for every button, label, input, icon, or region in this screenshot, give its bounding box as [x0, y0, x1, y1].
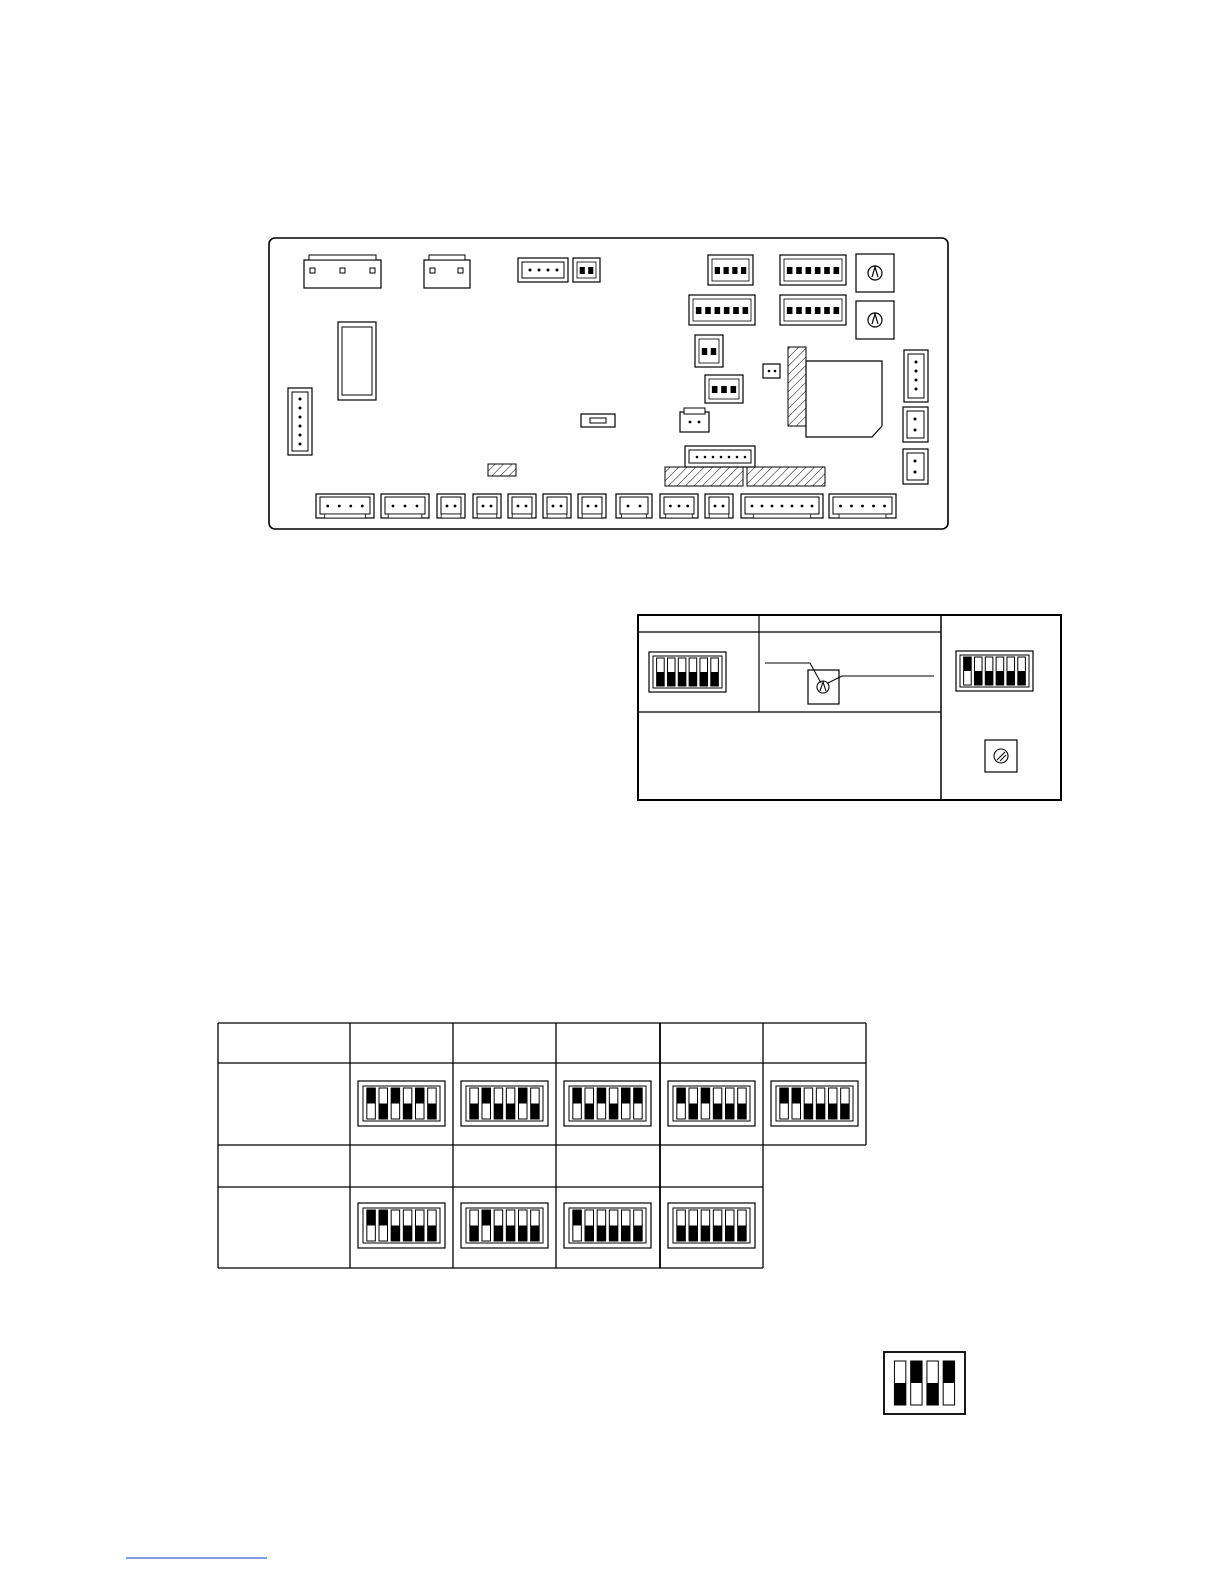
- connector-pin: [454, 505, 457, 508]
- connector-pin: [627, 505, 630, 508]
- dip-switch-lever: [689, 1210, 698, 1241]
- connector-pin: [392, 505, 395, 508]
- connector-2pin-bottom: [437, 494, 465, 518]
- dip-switch-lever: [531, 1210, 540, 1241]
- bottom-connector-row: [316, 494, 896, 518]
- dip-switch-lever: [713, 1088, 722, 1119]
- connector-5pin-bottom: [829, 494, 896, 518]
- dip-switch-lever: [787, 267, 793, 274]
- dip-switch-lever: [531, 1088, 540, 1119]
- dip-switch-lever: [634, 1210, 643, 1241]
- connector-pin: [595, 505, 598, 508]
- dip-switch-lever: [696, 307, 702, 314]
- connector-pin: [811, 505, 814, 508]
- dip-switch-lever: [678, 658, 686, 686]
- dip-switch-lever: [415, 1210, 424, 1241]
- dip-switch-lever: [804, 1088, 813, 1119]
- dip-switch-lever: [796, 267, 802, 274]
- dip-switch-lever: [379, 1210, 388, 1241]
- rotary-switch: [856, 301, 894, 339]
- dip-switch-lever: [712, 386, 718, 393]
- dip-switch-setting: [771, 1081, 858, 1126]
- connector-2pin-bottom: [508, 494, 536, 518]
- dip-switch-lever: [733, 307, 739, 314]
- connector-pin: [678, 505, 681, 508]
- dip-switch-lever: [705, 307, 711, 314]
- dip-switch-lever: [780, 1088, 789, 1119]
- connector-4pin-right: [904, 350, 928, 402]
- dip-switch-6: [780, 255, 846, 285]
- dip-switch-6-first-off: [956, 651, 1033, 691]
- connector-pin: [639, 505, 642, 508]
- dip-switch-setting: [564, 1081, 651, 1126]
- connector-pin: [781, 505, 784, 508]
- jumper: [763, 364, 780, 378]
- dip-switch-lever: [701, 1088, 710, 1119]
- hatched-strip-bottom-left: [665, 467, 743, 486]
- connector-pin: [801, 505, 804, 508]
- dip-switch-lever: [677, 1210, 686, 1241]
- dip-switch-lever: [367, 1210, 376, 1241]
- connector-pin: [850, 505, 853, 508]
- dip-switch-setting: [358, 1203, 445, 1248]
- dip-switch-lever: [834, 307, 840, 314]
- connector-2pin-bottom: [578, 494, 606, 518]
- dip-switch-lever: [828, 1088, 837, 1119]
- connector-pin: [361, 505, 364, 508]
- dip-switch-lever: [609, 1210, 618, 1241]
- connector-pin: [552, 505, 555, 508]
- connector-2pin-bottom: [473, 494, 501, 518]
- dip-switch-lever: [621, 1088, 630, 1119]
- dip-switch-lever: [743, 307, 749, 314]
- connector-pin: [525, 505, 528, 508]
- hatched-strip-bottom-right: [747, 467, 825, 486]
- dip-switch-setting: [461, 1081, 548, 1126]
- dip-switch-lever: [700, 658, 708, 686]
- connector-2pin-right: [903, 449, 928, 484]
- connector-pin: [587, 505, 590, 508]
- dip-switch-lever: [911, 1361, 922, 1405]
- connector-pin: [861, 505, 864, 508]
- dip-switch-lever: [715, 307, 721, 314]
- dip-switch-lever: [725, 1210, 734, 1241]
- connector-pin: [560, 505, 563, 508]
- dip-switch-lever: [732, 267, 737, 274]
- dip-switch-lever: [585, 1210, 594, 1241]
- connector-2pin-bottom: [543, 494, 571, 518]
- dip-switch-lever: [711, 658, 719, 686]
- dip-switch-setting: [564, 1203, 651, 1248]
- dip-switch-lever: [787, 307, 793, 314]
- dip-switch-lever: [824, 267, 830, 274]
- pcb-board-diagram: [269, 238, 948, 529]
- dip-switch-lever: [609, 1088, 618, 1119]
- dip-switch-lever: [470, 1210, 479, 1241]
- hatched-area-small: [488, 464, 516, 476]
- dip-switch-lever: [806, 307, 812, 314]
- dip-switch-lever: [428, 1088, 437, 1119]
- dip-switch-setting: [668, 1081, 755, 1126]
- dip-switch-lever: [806, 267, 812, 274]
- dip-switch-lever: [834, 267, 840, 274]
- dip-switch-lever: [585, 1088, 594, 1119]
- dip-switch-6: [689, 295, 755, 325]
- dip-switch-4: [708, 255, 753, 285]
- dip-switch-lever: [689, 1088, 698, 1119]
- connector-pin: [761, 505, 764, 508]
- dip-setting-table: [218, 1023, 866, 1268]
- dip-switch-lever: [391, 1088, 400, 1119]
- dip-switch-lever: [506, 1210, 515, 1241]
- dip-switch-lever: [985, 657, 993, 685]
- dip-switch-lever: [815, 307, 821, 314]
- connector-pin: [490, 505, 493, 508]
- dip-switch-lever: [470, 1088, 479, 1119]
- dip-switch-lever: [927, 1361, 938, 1405]
- dip-switch-lever: [428, 1210, 437, 1241]
- connector-4pin-bottom: [316, 494, 374, 518]
- dip-switch-lever: [379, 1088, 388, 1119]
- dip-switch-lever: [573, 1210, 582, 1241]
- dip-switch-lever: [588, 267, 593, 274]
- dip-switch-lever: [731, 386, 737, 393]
- dip-switch-setting: [668, 1203, 755, 1248]
- dip-switch-lever: [721, 386, 727, 393]
- connector-pin: [686, 505, 689, 508]
- connector-4pin-top: [518, 258, 568, 282]
- dip-switch-lever: [964, 657, 972, 685]
- connector-7pin-bottom: [741, 494, 823, 518]
- dip-switch-lever: [621, 1210, 630, 1241]
- dip-switch-lever: [894, 1361, 905, 1405]
- connector-3pin-top-left: [304, 255, 381, 288]
- dip-switch-lever: [573, 1088, 582, 1119]
- connector-pin: [482, 505, 485, 508]
- dip-switch-lever: [677, 1088, 686, 1119]
- dip-switch-lever: [702, 348, 707, 355]
- connector-pin: [872, 505, 875, 508]
- rotary-switch-small: [985, 740, 1017, 772]
- connector-pin: [722, 505, 725, 508]
- dip-switch-lever: [796, 307, 802, 314]
- connector-pin: [771, 505, 774, 508]
- dip-switch-lever: [482, 1210, 491, 1241]
- dip-switch-6: [780, 295, 846, 325]
- connector-2pin-bottom: [616, 494, 652, 518]
- connector-3pin-bottom: [660, 494, 698, 518]
- dip-switch-lever: [667, 658, 675, 686]
- connector-pin: [883, 505, 886, 508]
- dip-switch-2: [573, 258, 600, 282]
- dip-switch-lever: [738, 1210, 747, 1241]
- connector-pin: [349, 505, 352, 508]
- rotary-switch: [856, 254, 894, 292]
- table-dip-switch-group: [358, 1081, 858, 1248]
- dip-switch-lever: [580, 267, 585, 274]
- dip-switch-lever: [597, 1088, 606, 1119]
- connector-3pin-bottom: [381, 494, 429, 518]
- connector-pin: [446, 505, 449, 508]
- dip-switch-lever: [996, 657, 1004, 685]
- dip-switch-lever: [403, 1088, 412, 1119]
- dip-switch-lever: [841, 1088, 850, 1119]
- dip-switch-setting: [358, 1081, 445, 1126]
- connector-2pin-top: [424, 255, 470, 288]
- relay: [338, 322, 376, 400]
- dip-switch-lever: [506, 1088, 515, 1119]
- dip-switch-3: [705, 375, 743, 403]
- dip-switch-lever: [518, 1210, 527, 1241]
- connector-pin: [839, 505, 842, 508]
- dip-switch-lever: [494, 1210, 503, 1241]
- dip-switch-lever: [711, 348, 716, 355]
- dip-switch-lever: [824, 307, 830, 314]
- dip-switch-lever: [724, 307, 730, 314]
- connector-pin: [751, 505, 754, 508]
- connector-6pin-left: [288, 388, 312, 455]
- dip-switch-4-example: [884, 1352, 965, 1414]
- dip-switch-lever: [494, 1088, 503, 1119]
- connector-pin: [338, 505, 341, 508]
- dip-switch-lever: [943, 1361, 954, 1405]
- dip-switch-lever: [518, 1088, 527, 1119]
- dip-switch-lever: [1007, 657, 1015, 685]
- dip-switch-lever: [367, 1088, 376, 1119]
- dip-switch-lever: [403, 1210, 412, 1241]
- connector-2pin: [680, 408, 709, 432]
- connector-2pin-bottom: [705, 494, 733, 518]
- chip-module: [806, 361, 882, 437]
- dip-switch-lever: [597, 1210, 606, 1241]
- dip-switch-lever: [725, 1088, 734, 1119]
- dip-switch-lever: [724, 267, 729, 274]
- connector-pin: [416, 505, 419, 508]
- dip-switch-lever: [738, 1088, 747, 1119]
- dip-switch-2: [695, 335, 723, 367]
- dip-switch-lever: [741, 267, 746, 274]
- dip-switch-lever: [701, 1210, 710, 1241]
- slide-switch: [581, 414, 615, 427]
- connector-pin: [326, 505, 329, 508]
- connector-pin: [714, 505, 717, 508]
- dip-switch-4-example: [884, 1352, 965, 1414]
- connector-pin: [669, 505, 672, 508]
- dip-switch-lever: [816, 1088, 825, 1119]
- dip-switch-lever: [715, 267, 720, 274]
- dip-switch-lever: [713, 1210, 722, 1241]
- connector-pin: [791, 505, 794, 508]
- dip-switch-lever: [689, 658, 697, 686]
- dip-switch-lever: [974, 657, 982, 685]
- connector-2pin-right: [903, 407, 928, 442]
- dip-switch-lever: [391, 1210, 400, 1241]
- dip-switch-lever: [415, 1088, 424, 1119]
- dip-switch-lever: [792, 1088, 801, 1119]
- connector-7pin: [685, 446, 755, 467]
- dip-switch-lever: [657, 658, 665, 686]
- dip-switch-setting: [461, 1203, 548, 1248]
- dip-switch-lever: [634, 1088, 643, 1119]
- connector-pin: [517, 505, 520, 508]
- dip-switch-6-all-on: [649, 652, 726, 692]
- dip-switch-lever: [482, 1088, 491, 1119]
- connector-pin: [404, 505, 407, 508]
- dip-switch-lever: [815, 267, 821, 274]
- hatched-strip-vertical: [788, 347, 806, 426]
- legend-panel: [638, 615, 1061, 800]
- dip-switch-lever: [1018, 657, 1026, 685]
